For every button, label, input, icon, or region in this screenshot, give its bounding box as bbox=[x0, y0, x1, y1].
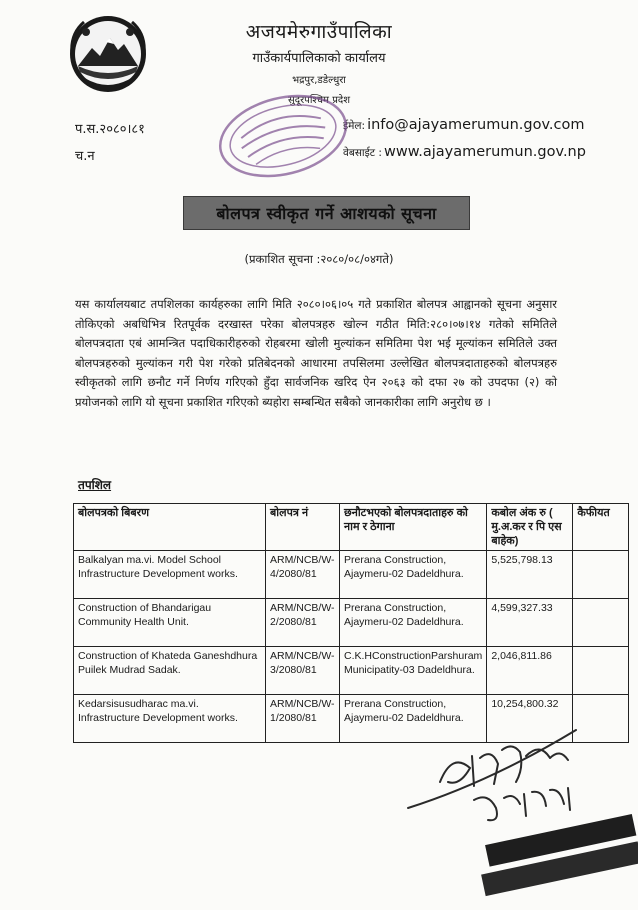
dispatch-number: च.न bbox=[75, 149, 95, 164]
cell-description: Construction of Bhandarigau Community Health Unit. bbox=[74, 599, 266, 647]
cell-description: Balkalyan ma.vi. Model School Infrastructure Development works. bbox=[74, 551, 266, 599]
cell-bidder: Prerana Construction, Ajaymeru-02 Dadeldhura. bbox=[340, 599, 487, 647]
bid-table bbox=[73, 503, 629, 743]
handwritten-signature bbox=[408, 730, 576, 820]
header-bidder: छनौटभएको बोलपत्रदाताहरु को नाम र ठेगाना bbox=[340, 504, 487, 551]
cell-bid-no: ARM/NCB/W-2/2080/81 bbox=[266, 599, 340, 647]
table-header-row bbox=[74, 504, 629, 551]
notice-body: यस कार्यालयबाट तपशिलका कार्यहरुका लागि मिति २०८०।०६।०५ गते प्रकाशित बोलपत्र आह्वानको सूचना अनुसार तोकिएको अबधिभित्र रितपूर्वक दरखास्त परेका बोलपत्रहरु खोल्न गठीत मिति:२८०।०७।१४ गतेको समितिले बोलपत्रदाता एबं आमन्त्रित पदाधिकारीहरुको रोहबरमा खोली मुल्यांकन समितिमा पेश भई मूल्यांकन समितिले उक्त बोलपत्रहरुको मुल्यांकन गरी पेश गरेको प्रतिबेदनको आधारमा तपसिलमा उल्लेखित बोलपत्रदाताहरुको बोलपत्रहरु स्वीकृतको लागि छनौट गर्ने निर्णय गरिएको हुँदा सार्वजनिक खरिद ऐन २०६३ को दफा २७ को उपदफा (२) को प्रयोजनको लागि यो सूचना प्रकाशित गरिएको ब्यहोरा सम्बन्धित सबैको जानकारीका लागि अनुरोध छ । bbox=[75, 297, 557, 409]
cell-bidder: Prerana Construction, Ajaymeru-02 Dadeldhura. bbox=[340, 551, 487, 599]
header-description: बोलपत्रको बिबरण bbox=[74, 504, 266, 551]
email-line bbox=[343, 117, 584, 133]
table-row bbox=[74, 551, 629, 599]
details-heading: तपशिल bbox=[78, 478, 112, 492]
cell-description: Kedarsisusudharac ma.vi. Infrastructure Development works. bbox=[74, 695, 266, 743]
cell-amount: 2,046,811.86 bbox=[487, 647, 573, 695]
cell-bid-no: ARM/NCB/W-3/2080/81 bbox=[266, 647, 340, 695]
address-line-2: सुदूरपश्चिम प्रदेश bbox=[288, 95, 350, 106]
website-line bbox=[343, 144, 586, 160]
cell-bidder: Prerana Construction, Ajaymeru-02 Dadeldhura. bbox=[340, 695, 487, 743]
address-line-1: भद्रपुर,डडेल्धुरा bbox=[292, 75, 346, 86]
cell-remarks bbox=[573, 647, 629, 695]
table-row bbox=[74, 647, 629, 695]
reference-number: प.स.२०८०।८१ bbox=[75, 122, 145, 137]
office-name: गाउँकार्यपालिकाको कार्यालय bbox=[252, 51, 386, 66]
header-remarks: कैफीयत bbox=[573, 504, 629, 551]
cell-remarks bbox=[573, 599, 629, 647]
published-date: (प्रकाशित सूचना :२०८०/०८/०४गते) bbox=[244, 252, 394, 266]
notice-title: बोलपत्र स्वीकृत गर्ने आशयको सूचना bbox=[183, 196, 470, 230]
cell-bid-no: ARM/NCB/W-1/2080/81 bbox=[266, 695, 340, 743]
cell-amount: 10,254,800.32 bbox=[487, 695, 573, 743]
signature-block bbox=[400, 712, 638, 910]
cell-bidder: C.K.HConstructionParshuram Municipatity-03 Dadeldhura. bbox=[340, 647, 487, 695]
table-row bbox=[74, 599, 629, 647]
header-amount: कबोल अंक रु ( मु.अ.कर र पि एस बाहेक) bbox=[487, 504, 573, 551]
cell-amount: 4,599,327.33 bbox=[487, 599, 573, 647]
cell-bid-no: ARM/NCB/W-4/2080/81 bbox=[266, 551, 340, 599]
cell-description: Construction of Khateda Ganeshdhura Puilek Mudrad Sadak. bbox=[74, 647, 266, 695]
office-stamp bbox=[214, 88, 352, 184]
website-link[interactable]: www.ajayamerumun.gov.np bbox=[383, 144, 586, 160]
name-stamp bbox=[475, 814, 638, 896]
website-label: वेबसाईट : bbox=[343, 147, 382, 159]
municipality-name: अजयमेरुगाउँपालिका bbox=[245, 21, 393, 43]
header-bid-no: बोलपत्र नं bbox=[266, 504, 340, 551]
email-address[interactable]: info@ajayamerumun.gov.com bbox=[367, 117, 585, 133]
cell-amount: 5,525,798.13 bbox=[487, 551, 573, 599]
cell-remarks bbox=[573, 551, 629, 599]
email-label: ईमेल: bbox=[343, 120, 366, 132]
